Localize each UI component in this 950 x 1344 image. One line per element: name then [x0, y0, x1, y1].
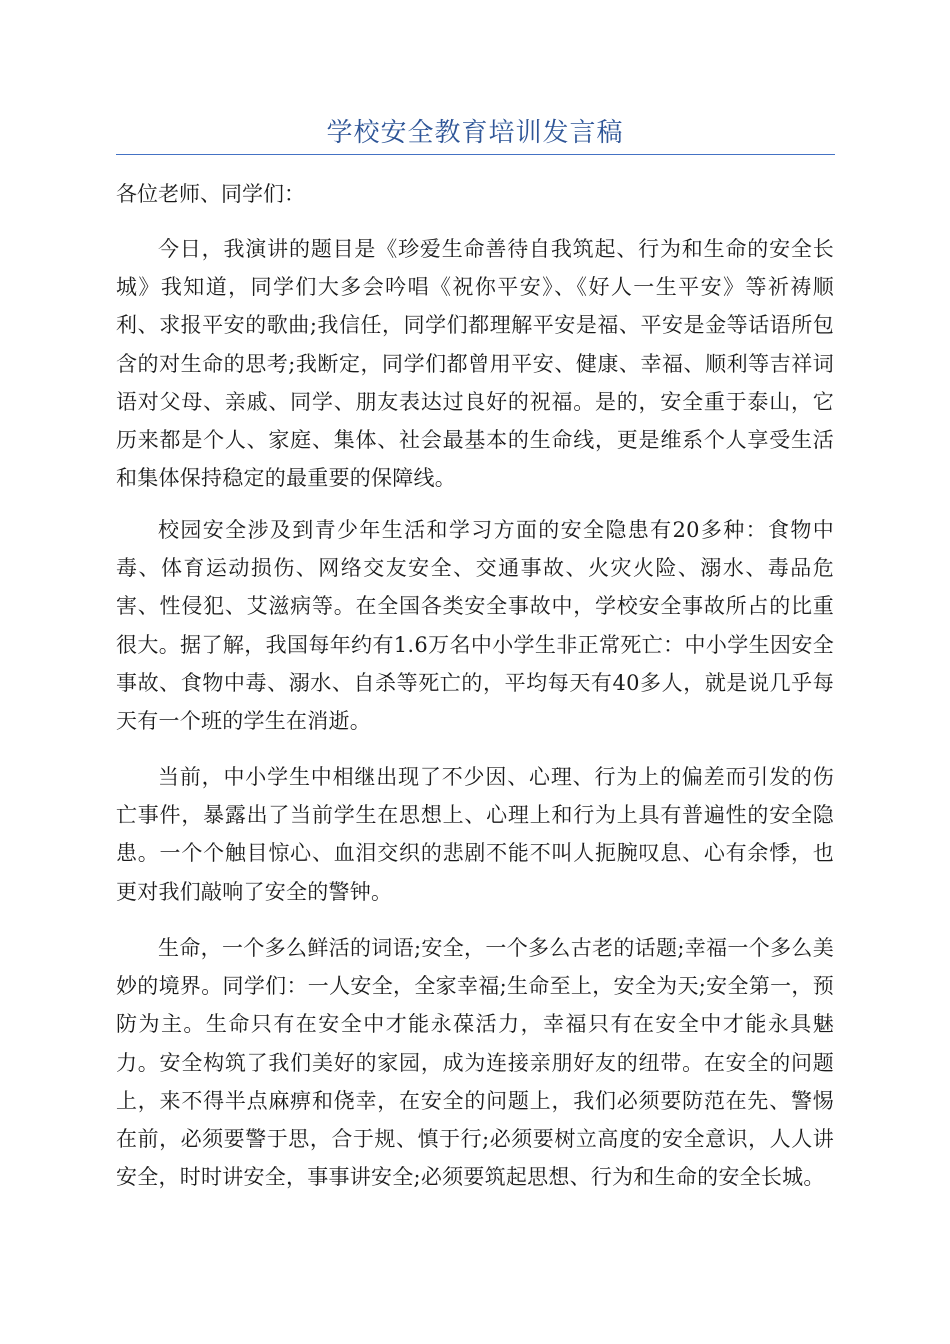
paragraph-4: 生命，一个多么鲜活的词语;安全，一个多么古老的话题;幸福一个多么美妙的境界。同学们：一人安全，全家幸福;生命至上，安全为天;安全第一，预防为主。生命只有在安全中才能永葆活力，幸福只有在安全中才能永具魅力。安全构筑了我们美好的家园，成为连接亲朋好友的纽带。在安全的问题上，来不得半点麻痹和侥幸，在安全的问题上，我们必须要防范在先、警惕在前，必须要警于思，合于规、慎于行;必须要树立高度的安全意识，人人讲安全，时时讲安全，事事讲安全;必须要筑起思想、行为和生命的安全长城。: [116, 936, 834, 1190]
paragraph-1: 今日，我演讲的题目是《珍爱生命善待自我筑起、行为和生命的安全长城》我知道，同学们大多会吟唱《祝你平安》、《好人一生平安》等祈祷顺利、求报平安的歌曲;我信任，同学们都理解平安是福、平安是金等话语所包含的对生命的思考;我断定，同学们都曾用平安、健康、幸福、顺利等吉祥词语对父母、亲戚、同学、朋友表达过良好的祝福。是的，安全重于泰山，它历来都是个人、家庭、集体、社会最基本的生命线，更是维系个人享受生活和集体保持稳定的最重要的保障线。: [116, 237, 834, 491]
salutation: 各位老师、同学们：: [116, 182, 305, 206]
paragraph-3: 当前，中小学生中相继出现了不少因、心理、行为上的偏差而引发的伤亡事件，暴露出了当前学生在思想上、心理上和行为上具有普遍性的安全隐患。一个个触目惊心、血泪交织的悲剧不能不叫人扼腕叹息、心有余悸，也更对我们敲响了安全的警钟。: [116, 765, 834, 904]
title-underline-rule: [116, 154, 835, 155]
paragraph-2: 校园安全涉及到青少年生活和学习方面的安全隐患有20多种：食物中毒、体育运动损伤、网络交友安全、交通事故、火灾火险、溺水、毒品危害、性侵犯、艾滋病等。在全国各类安全事故中，学校安全事故所占的比重很大。据了解，我国每年约有1.6万名中小学生非正常死亡：中小学生因安全事故、食物中毒、溺水、自杀等死亡的，平均每天有40多人，就是说几乎每天有一个班的学生在消逝。: [116, 518, 834, 734]
document-title: 学校安全教育培训发言稿: [326, 118, 624, 148]
